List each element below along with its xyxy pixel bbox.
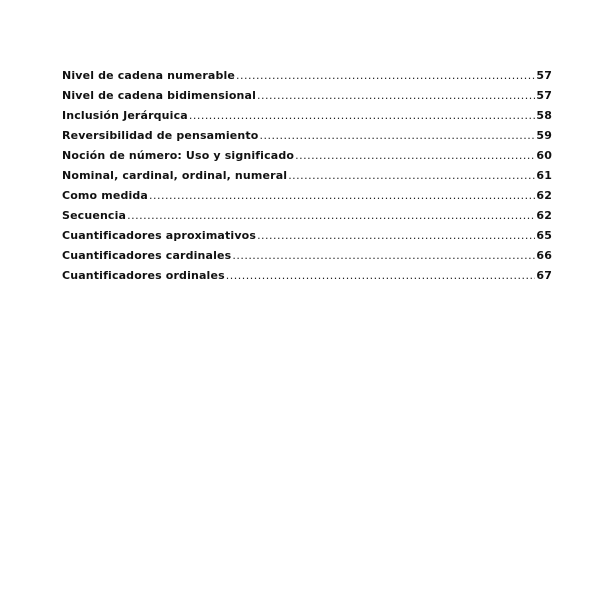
toc-entry bbox=[62, 163, 552, 183]
toc-entry-title: Nivel de cadena bidimensional bbox=[62, 89, 257, 102]
dot-leader bbox=[189, 109, 536, 123]
toc-entry-page-number: 61 bbox=[536, 169, 552, 182]
dot-leader bbox=[259, 129, 535, 143]
toc-entry-page-number: 62 bbox=[536, 209, 552, 222]
toc-entry bbox=[62, 263, 552, 283]
toc-entry bbox=[62, 243, 552, 263]
toc-entry-page-number: 57 bbox=[536, 89, 552, 102]
toc-entry-page-number: 66 bbox=[536, 249, 552, 262]
toc-entry bbox=[62, 123, 552, 143]
toc-entry bbox=[62, 83, 552, 103]
toc-entry-page-number: 58 bbox=[536, 109, 552, 122]
toc-entry-title: Inclusión Jerárquica bbox=[62, 109, 188, 122]
toc-entry bbox=[62, 223, 552, 243]
toc-entry-page-number: 65 bbox=[536, 229, 552, 242]
toc-entry-title: Secuencia bbox=[62, 209, 127, 222]
dot-leader bbox=[226, 269, 536, 283]
dot-leader bbox=[257, 229, 535, 243]
toc-entry-title: Reversibilidad de pensamiento bbox=[62, 129, 259, 142]
toc-entry-page-number: 57 bbox=[536, 69, 552, 82]
toc-entry-page-number: 60 bbox=[536, 149, 552, 162]
toc-entry-title: Noción de número: Uso y significado bbox=[62, 149, 295, 162]
dot-leader bbox=[288, 169, 535, 183]
dot-leader bbox=[127, 209, 535, 223]
toc-entry bbox=[62, 203, 552, 223]
toc-entry-title: Cuantificadores ordinales bbox=[62, 269, 225, 282]
toc-entry bbox=[62, 143, 552, 163]
toc-entry-page-number: 67 bbox=[536, 269, 552, 282]
toc-entry bbox=[62, 183, 552, 203]
dot-leader bbox=[236, 69, 535, 83]
dot-leader bbox=[149, 189, 535, 203]
toc-entry bbox=[62, 103, 552, 123]
dot-leader bbox=[257, 89, 535, 103]
dot-leader bbox=[232, 249, 535, 263]
toc-entry-title: Como medida bbox=[62, 189, 148, 202]
toc-entry-title: Cuantificadores cardinales bbox=[62, 249, 232, 262]
toc-entry-title: Nominal, cardinal, ordinal, numeral bbox=[62, 169, 288, 182]
toc-entry-page-number: 59 bbox=[536, 129, 552, 142]
toc-entry bbox=[62, 63, 552, 83]
dot-leader bbox=[295, 149, 535, 163]
toc-entry-title: Cuantificadores aproximativos bbox=[62, 229, 257, 242]
toc-entry-title: Nivel de cadena numerable bbox=[62, 69, 236, 82]
toc-entry-page-number: 62 bbox=[536, 189, 552, 202]
table-of-contents bbox=[62, 63, 552, 283]
